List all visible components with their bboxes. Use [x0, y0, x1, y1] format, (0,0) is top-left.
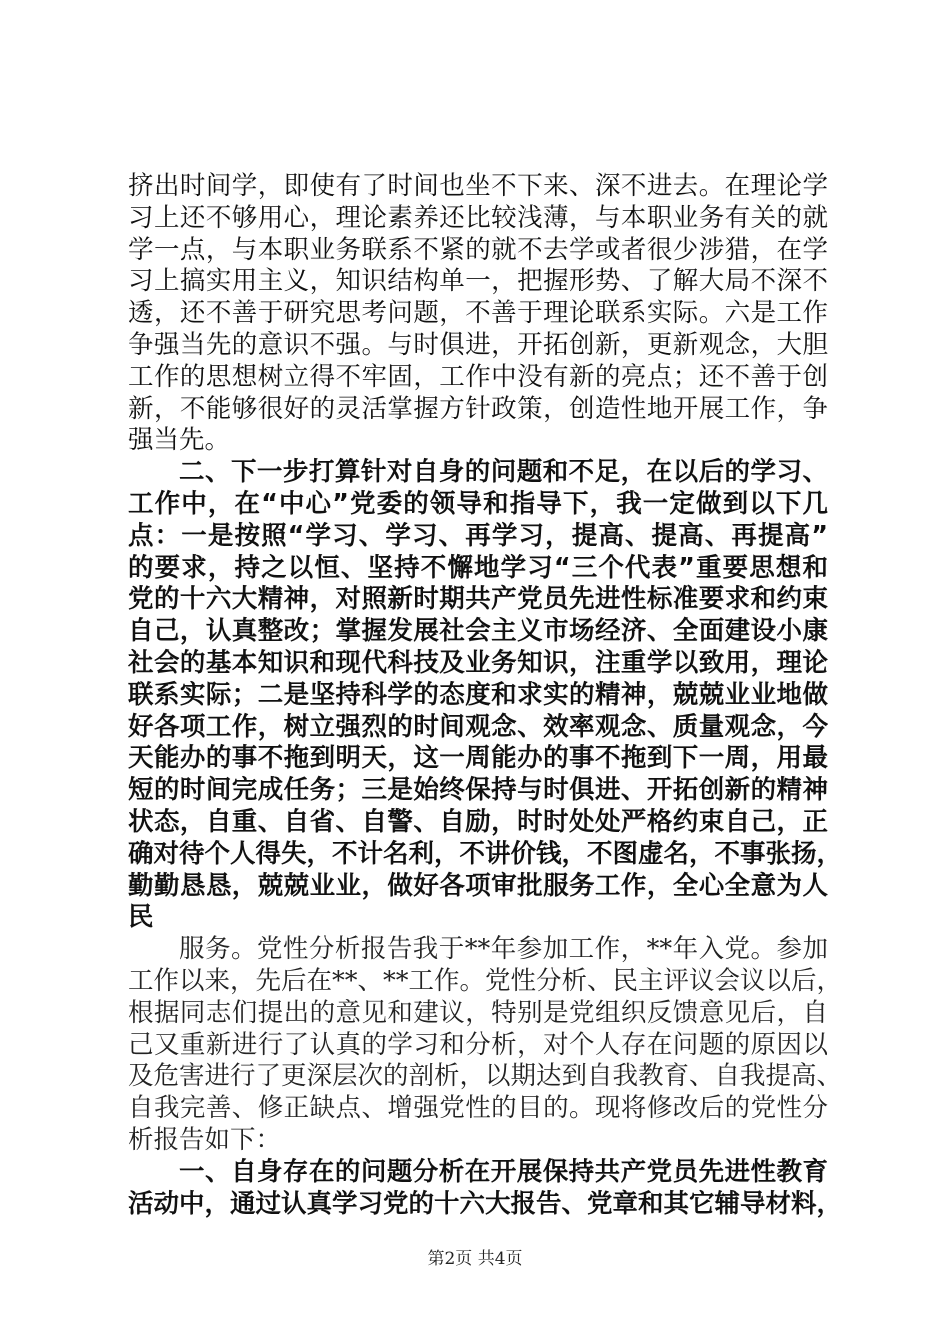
text-line: 二、下一步打算针对自身的问题和不足，在以后的学习、 — [179, 457, 828, 488]
text-line: 学一点，与本职业务联系不紧的就不去学或者很少涉猎，在学 — [128, 234, 828, 265]
text-line: 析报告如下： — [128, 1124, 282, 1155]
text-line: 短的时间完成任务；三是始终保持与时俱进、开拓创新的精神 — [128, 775, 828, 806]
text-line: 服务。党性分析报告我于**年参加工作，**年入党。参加 — [179, 934, 828, 965]
text-line: 活动中，通过认真学习党的十六大报告、党章和其它辅导材料， — [128, 1188, 843, 1219]
text-line: 自己，认真整改；掌握发展社会主义市场经济、全面建设小康 — [128, 616, 828, 647]
text-line: 党的十六大精神，对照新时期共产党员先进性标准要求和约束 — [128, 584, 828, 615]
text-line: 自我完善、修正缺点、增强党性的目的。现将修改后的党性分 — [128, 1093, 828, 1124]
text-line: 社会的基本知识和现代科技及业务知识，注重学以致用，理论 — [128, 647, 828, 678]
text-line: 一、自身存在的问题分析在开展保持共产党员先进性教育 — [179, 1156, 828, 1187]
paragraph — [128, 934, 843, 1157]
text-line: 勤勤恳恳，兢兢业业，做好各项审批服务工作，全心全意为人 — [128, 870, 828, 901]
text-line: 点：一是按照“学习、学习、再学习，提高、提高、再提高” — [128, 520, 828, 551]
text-line: 挤出时间学，即使有了时间也坐不下来、深不进去。在理论学 — [128, 171, 828, 201]
text-line: 联系实际；二是坚持科学的态度和求实的精神，兢兢业业地做 — [128, 679, 828, 710]
text-line: 好各项工作，树立强烈的时间观念、效率观念、质量观念，今 — [128, 711, 828, 742]
text-line: 状态，自重、自省、自警、自励，时时处处严格约束自己，正 — [128, 806, 828, 837]
text-line: 民 — [128, 902, 154, 933]
text-line: 己又重新进行了认真的学习和分析，对个人存在问题的原因以 — [128, 1029, 828, 1060]
text-line: 争强当先的意识不强。与时俱进，开拓创新，更新观念，大胆 — [128, 329, 828, 360]
text-line: 习上搞实用主义，知识结构单一，把握形势、了解大局不深不 — [128, 266, 828, 297]
text-line: 习上还不够用心，理论素养还比较浅薄，与本职业务有关的就 — [128, 202, 828, 233]
text-line: 新，不能够很好的灵活掌握方针政策，创造性地开展工作，争 — [128, 393, 828, 424]
text-line: 确对待个人得失，不计名利，不讲价钱，不图虚名，不事张扬， — [128, 838, 843, 869]
document-body — [128, 171, 843, 1220]
text-line: 天能办的事不拖到明天，这一周能办的事不拖到下一周，用最 — [128, 743, 828, 774]
paragraph — [128, 171, 828, 457]
text-line: 根据同志们提出的意见和建议，特别是党组织反馈意见后，自 — [128, 997, 828, 1028]
text-line: 及危害进行了更深层次的剖析，以期达到自我教育、自我提高、 — [128, 1061, 843, 1092]
paragraph — [128, 457, 843, 934]
page-footer: 第2页 共4页 — [427, 1249, 523, 1269]
text-line: 强当先。 — [128, 425, 231, 456]
text-line: 的要求，持之以恒、坚持不懈地学习“三个代表”重要思想和 — [128, 552, 828, 583]
text-line: 工作中，在“中心”党委的领导和指导下，我一定做到以下几 — [128, 488, 828, 519]
text-line: 工作的思想树立得不牢固，工作中没有新的亮点；还不善于创 — [128, 361, 828, 392]
text-line: 透，还不善于研究思考问题，不善于理论联系实际。六是工作 — [128, 298, 828, 329]
paragraph — [128, 1156, 843, 1221]
text-line: 工作以来，先后在**、**工作。党性分析、民主评议会议以后， — [128, 965, 843, 996]
